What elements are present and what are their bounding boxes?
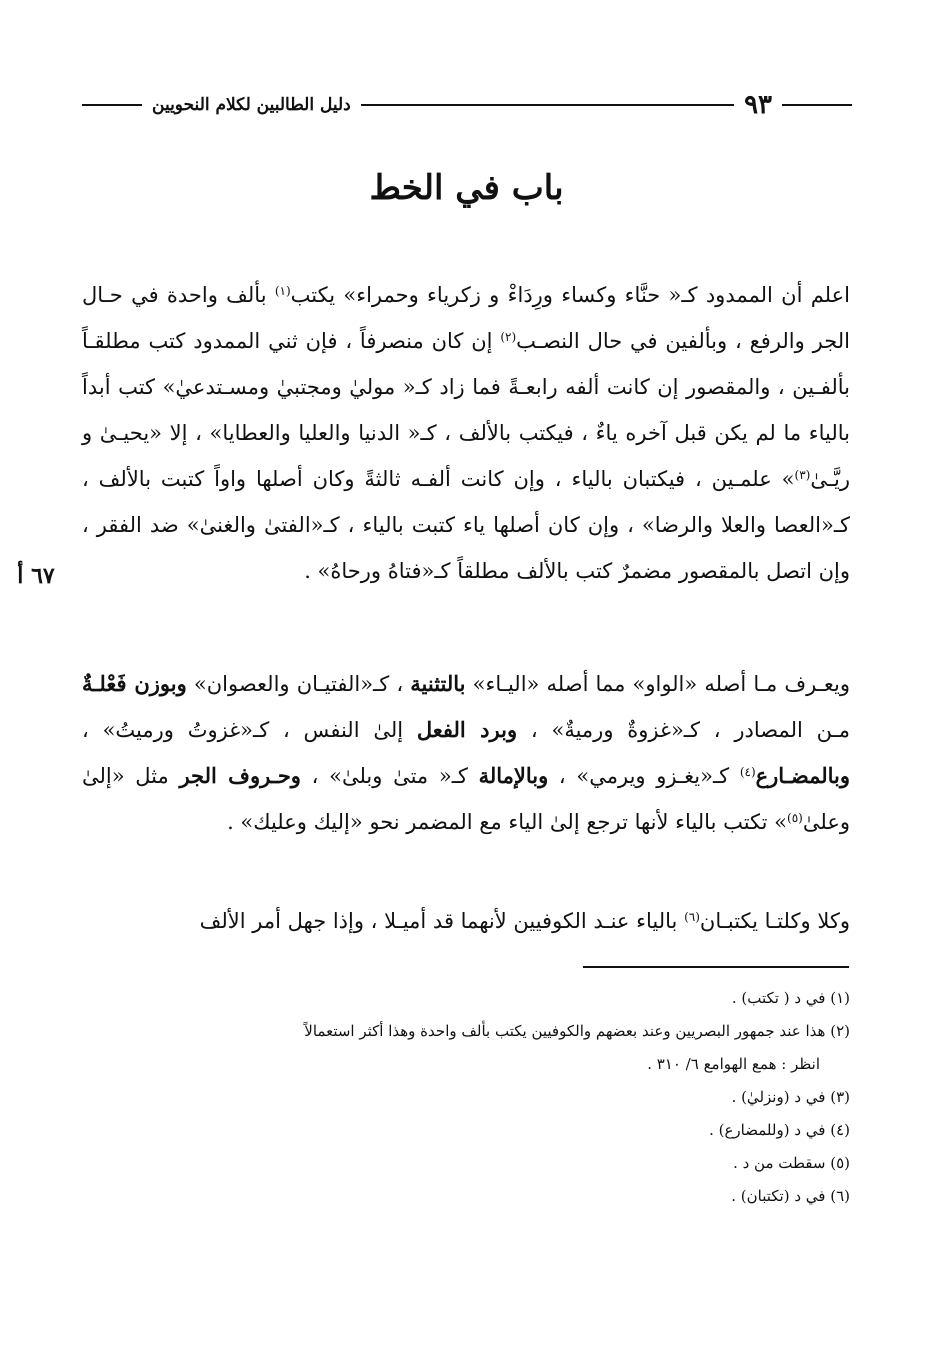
- page-number: ٩٣: [744, 90, 772, 120]
- p2-bold-3: وبرد الفعل: [416, 717, 518, 742]
- header-rule-middle: [361, 104, 734, 106]
- footnote-separator: [583, 966, 849, 968]
- footnotes-list: [150, 982, 850, 1213]
- footnote-ref-5: (٥): [787, 811, 803, 825]
- p2-text-2: ، كـ«الفتيـان والعصوان»: [186, 672, 411, 696]
- p3-text-2: بالياء عنـد الكوفيين لأنهما قد أميـلا ، وإذا جهل أمر الألف: [199, 909, 685, 933]
- p2-text-8: » تكتب بالياء لأنها ترجع إلىٰ الياء مع المضمر نحو «إليك وعليك» .: [227, 810, 788, 834]
- footnote-1: (١) في د ( تكتب) .: [731, 989, 850, 1007]
- paragraph-1: [82, 272, 850, 594]
- footnote-2-continuation: انظر : همع الهوامع ٦/ ٣١٠ .: [647, 1055, 820, 1073]
- paragraph-3: [82, 898, 850, 944]
- footnote-6: (٦) في د (تكتبان) .: [731, 1187, 850, 1205]
- p2-text-5: كـ«يغـزو ويرمي» ،: [548, 764, 740, 788]
- p2-text-7: مثل «إلىٰ وعلىٰ: [82, 764, 850, 834]
- p2-text-3: مـن المصادر ، كـ«غزوةٌ ورميةٌ» ،: [517, 718, 850, 742]
- p2-bold-6: وحـروف الجر: [179, 763, 301, 788]
- p1-text-4: » علمـين ، فيكتبان بالياء ، وإن كانت ألفـه ثالثةً وكان أصلها واواً كتبت بالألف ، كـ«العصا والعلا والرضا» ، وإن كان أصلها ياء كتبت بالياء ، كـ«الفتىٰ والغنىٰ» ضد الفقر ، وإن اتصل بالمقصور مضمرٌ كتب بالألف مطلقاً كـ«فتاهُ ورحاهُ» .: [82, 467, 850, 583]
- footnote-4: (٤) في د (وللمضارع) .: [709, 1121, 850, 1139]
- manuscript-folio-note: ٦٧ أ: [17, 563, 55, 589]
- paragraph-2: [82, 661, 850, 845]
- footnote-5: (٥) سقطت من د .: [733, 1154, 850, 1172]
- footnote-ref-6: (٦): [684, 910, 700, 924]
- footnote-3: (٣) في د (ونزليٰ) .: [731, 1088, 850, 1106]
- p2-text-4: إلىٰ النفس ، كـ«غزوتُ ورميتُ» ،: [82, 718, 417, 742]
- footnote-2: (٢) هذا عند جمهور البصريين وعند بعضهم والكوفيين يكتب بألف واحدة وهذا أكثر استعمالاً: [304, 1022, 850, 1040]
- running-header: [82, 88, 852, 122]
- p1-text-2: بألف واحدة في حـال الجر والرفع ، وبألفين في حال النصـب: [82, 283, 850, 353]
- footnote-ref-3: (٣): [794, 468, 811, 482]
- p2-text-1: ويعـرف مـا أصله «الواو» مما أصله «اليـاء»: [465, 672, 850, 696]
- p2-bold-1: بالتثنية: [410, 671, 466, 696]
- p2-text-6: كـ« متىٰ وبلىٰ» ،: [300, 764, 479, 788]
- p1-text-3: إن كان منصرفاً ، فإن ثني الممدود كتب مطلقـاً بألفـين ، والمقصور إن كانت ألفه رابعـةً فما زاد كـ« موليٰ ومجتبيٰ ومسـتدعيٰ» كتب أبداً بالياء ما لم يكن قبل آخره ياءٌ ، فيكتب بالألف ، كـ« الدنيا والعليا والعطايا» ، إلا «يحيـىٰ و ريَّـىٰ: [82, 329, 850, 491]
- p2-bold-4: وبالمضـارع: [755, 763, 850, 788]
- running-title: دليل الطالبين لكلام النحويين: [152, 95, 351, 115]
- p2-bold-2: وبوزن فَعْلـةٌ: [82, 671, 187, 696]
- footnote-ref-4: (٤): [739, 765, 756, 779]
- p2-bold-5: وبالإمالة: [478, 763, 549, 788]
- chapter-title: باب في الخط: [369, 168, 564, 208]
- footnote-ref-1: (١): [274, 284, 291, 298]
- footnote-ref-2: (٢): [500, 330, 517, 344]
- header-rule-right: [782, 104, 852, 106]
- header-rule-left: [82, 104, 142, 106]
- p3-text-1: وكلا وكلتـا يكتبـان: [699, 909, 850, 933]
- p1-text-1: اعلم أن الممدود كـ« حنَّاء وكساء ورِدَاءْ و زكرياء وحمراء» يكتب: [290, 283, 850, 307]
